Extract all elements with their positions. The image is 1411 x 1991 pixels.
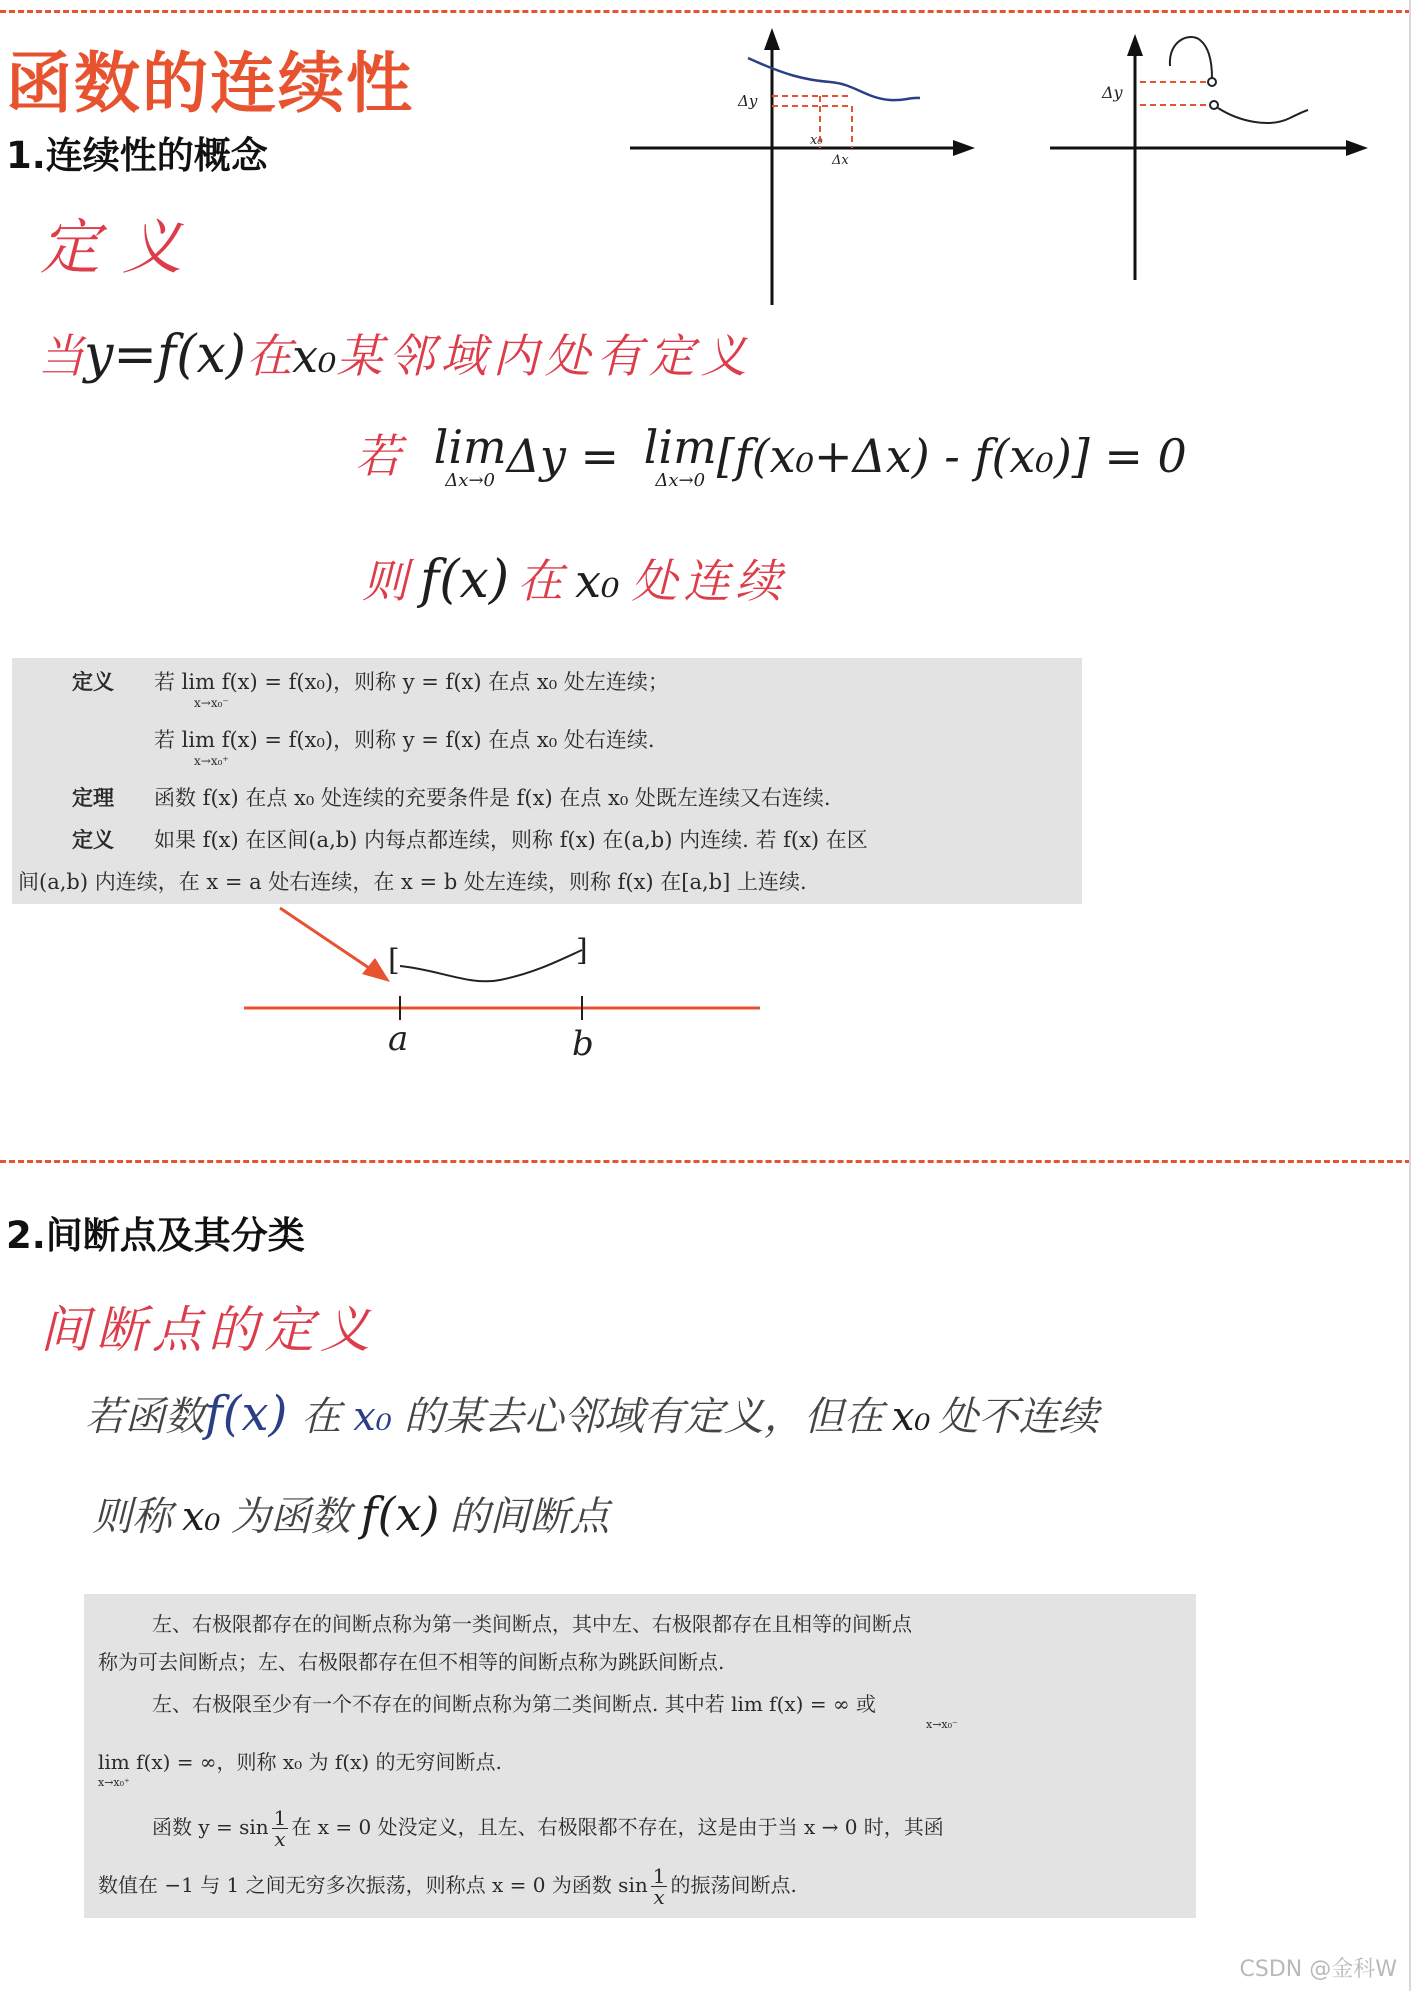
- discontinuity-note-line2: [92, 1485, 609, 1542]
- scan1-row3-text: 函数 f(x) 在点 x₀ 处连续的充要条件是 f(x) 在点 x₀ 处既左连续又右连续.: [154, 786, 831, 810]
- note-line-limit-prefix: 若: [355, 429, 401, 483]
- scan1-row1-sub: x→x₀⁻: [194, 696, 229, 710]
- discontinuity-note-line1: [85, 1385, 1098, 1442]
- disc-line2-function: f(x): [360, 1487, 440, 1541]
- disc-line1-d: 处不连续: [938, 1394, 1099, 1440]
- note-conclusion-suffix: 处连续: [631, 554, 788, 608]
- graph1-y-arrow: [764, 28, 780, 50]
- middle-divider: [0, 1160, 1411, 1163]
- graph1-dx-label: Δx: [832, 153, 849, 168]
- interval-arrow-shaft: [280, 908, 375, 972]
- disc-line1-b: 在: [301, 1394, 342, 1440]
- interval-label-a: a: [388, 1019, 409, 1059]
- note-line-limit: [355, 420, 1187, 491]
- top-divider: [0, 10, 1411, 13]
- note-line-condition-x0: x₀: [292, 329, 337, 383]
- scan1-row4-keyword: 定义: [72, 827, 114, 852]
- section-heading-discontinuity: 2.间断点及其分类: [6, 1214, 305, 1257]
- scan2-p2-l1: 左、右极限至少有一个不存在的间断点称为第二类间断点. 其中若 lim f(x) = ∞ 或: [152, 1692, 876, 1716]
- scan2-frac2-num: 1: [652, 1864, 666, 1888]
- scan2-p3-l1-b: 在 x = 0 处没定义，且左、右极限都不存在，这是由于当 x → 0 时，其函: [291, 1815, 944, 1839]
- scan1-row2-text: 若 lim f(x) = f(x₀)，则称 y = f(x) 在点 x₀ 处右连续.: [154, 728, 655, 752]
- note-conclusion-prefix: 则: [362, 554, 408, 608]
- scan2-p2-l2: lim f(x) = ∞，则称 x₀ 为 f(x) 的无穷间断点.: [98, 1750, 502, 1774]
- continuity-graph: [620, 20, 980, 310]
- scan1-row1-text: 若 lim f(x) = f(x₀)，则称 y = f(x) 在点 x₀ 处左连续；: [154, 670, 669, 694]
- note-limit2-sub: Δx→0: [655, 470, 706, 491]
- disc-line1-x0b: x₀: [891, 1394, 931, 1440]
- textbook-scan-discontinuity: [84, 1594, 1196, 1918]
- scan2-p3-l2-a: 数值在 −1 与 1 之间无穷多次振荡，则称点 x = 0 为函数 sin: [98, 1873, 648, 1897]
- scan2-fraction-1-over-x: [272, 1808, 289, 1849]
- scan2-frac1-num: 1: [273, 1806, 287, 1830]
- scan2-p3-l2-b: 的振荡间断点.: [670, 1873, 797, 1897]
- interval-curve: [400, 950, 582, 981]
- note-limit2-lim: lim: [643, 420, 717, 474]
- interval-arrow-head: [362, 958, 390, 982]
- graph2-dy-label: Δy: [1102, 83, 1123, 102]
- graph2-x-arrow: [1346, 140, 1368, 156]
- note-line-conclusion: [362, 545, 788, 611]
- disc-line2-c: 的间断点: [449, 1494, 610, 1540]
- disc-line1-function: f(x): [205, 1386, 288, 1442]
- textbook-scan-continuity: [12, 658, 1082, 904]
- note-limit2-expr: [f(x₀+Δx) - f(x₀)] = 0: [716, 429, 1187, 483]
- discontinuity-graph: [1040, 20, 1380, 290]
- graph2-y-arrow: [1127, 34, 1143, 56]
- note-line-condition-suffix: 某邻域内处有定义: [336, 329, 753, 383]
- scan2-p1-l2: 称为可去间断点；左、右极限都存在但不相等的间断点称为跳跃间断点.: [98, 1650, 725, 1674]
- page-title: 函数的连续性: [6, 45, 414, 122]
- graph2-upper-branch: [1170, 37, 1212, 78]
- disc-line1-x0: x₀: [353, 1394, 392, 1440]
- disc-line1-c: 的某去心邻域有定义，但在: [403, 1394, 884, 1440]
- interval-right-bracket: ]: [576, 933, 588, 968]
- note-limit1-expr: Δy =: [506, 429, 620, 483]
- disc-line2-a: 则称: [92, 1494, 172, 1540]
- interval-left-bracket: [: [388, 943, 400, 978]
- note-line-condition: [38, 320, 752, 386]
- scan2-fraction-1-over-x-2: [651, 1866, 668, 1907]
- note-limit1-lim: lim: [433, 420, 507, 474]
- graph1-x-arrow: [953, 140, 975, 156]
- scan2-p3-l1-a: 函数 y = sin: [152, 1815, 269, 1839]
- scan1-row1-keyword: 定义: [72, 669, 114, 694]
- graph1-x0-label: x₀: [810, 133, 823, 148]
- disc-line2-x0: x₀: [182, 1494, 221, 1540]
- note-conclusion-x0: x₀: [575, 554, 620, 608]
- scan1-row4-text: 如果 f(x) 在区间(a,b) 内每点都连续，则称 f(x) 在(a,b) 内连续. 若 f(x) 在区: [154, 828, 868, 852]
- scan1-row5-text: 间(a,b) 内连续，在 x = a 处右连续，在 x = b 处左连续，则称 f(x) 在[a,b] 上连续.: [18, 870, 807, 894]
- note-limit1-sub: Δx→0: [445, 470, 495, 491]
- disc-line2-b: 为函数: [230, 1494, 351, 1540]
- interval-label-b: b: [572, 1024, 594, 1064]
- note-line-condition-at: 在: [246, 329, 293, 383]
- note-conclusion-at: 在: [517, 554, 564, 608]
- scan2-frac1-den: x: [274, 1827, 286, 1851]
- definition-heading: 定义: [40, 213, 204, 283]
- scan2-p2-sub2: x→x₀⁺: [98, 1776, 130, 1789]
- watermark: CSDN @金科W: [1239, 1957, 1397, 1982]
- note-conclusion-function: f(x): [420, 550, 510, 610]
- scan2-p1-l1: 左、右极限都存在的间断点称为第一类间断点，其中左、右极限都存在且相等的间断点: [152, 1612, 912, 1636]
- scan1-row3-keyword: 定理: [72, 785, 114, 810]
- graph1-curve: [748, 58, 920, 100]
- interval-sketch: [230, 900, 790, 1070]
- graph2-lower-branch: [1218, 108, 1308, 123]
- note-line-condition-prefix: 当: [38, 329, 84, 383]
- note-line-condition-function: y=f(x): [84, 325, 247, 385]
- disc-line1-a: 若函数: [85, 1394, 205, 1440]
- scan1-row2-sub: x→x₀⁺: [194, 754, 229, 768]
- graph1-dy-label: Δy: [738, 92, 758, 110]
- scan2-p2-sub1: x→x₀⁻: [926, 1718, 958, 1731]
- section-heading-continuity: 1.连续性的概念: [6, 134, 268, 177]
- discontinuity-heading: 间断点的定义: [40, 1301, 376, 1359]
- scan2-frac2-den: x: [653, 1885, 665, 1909]
